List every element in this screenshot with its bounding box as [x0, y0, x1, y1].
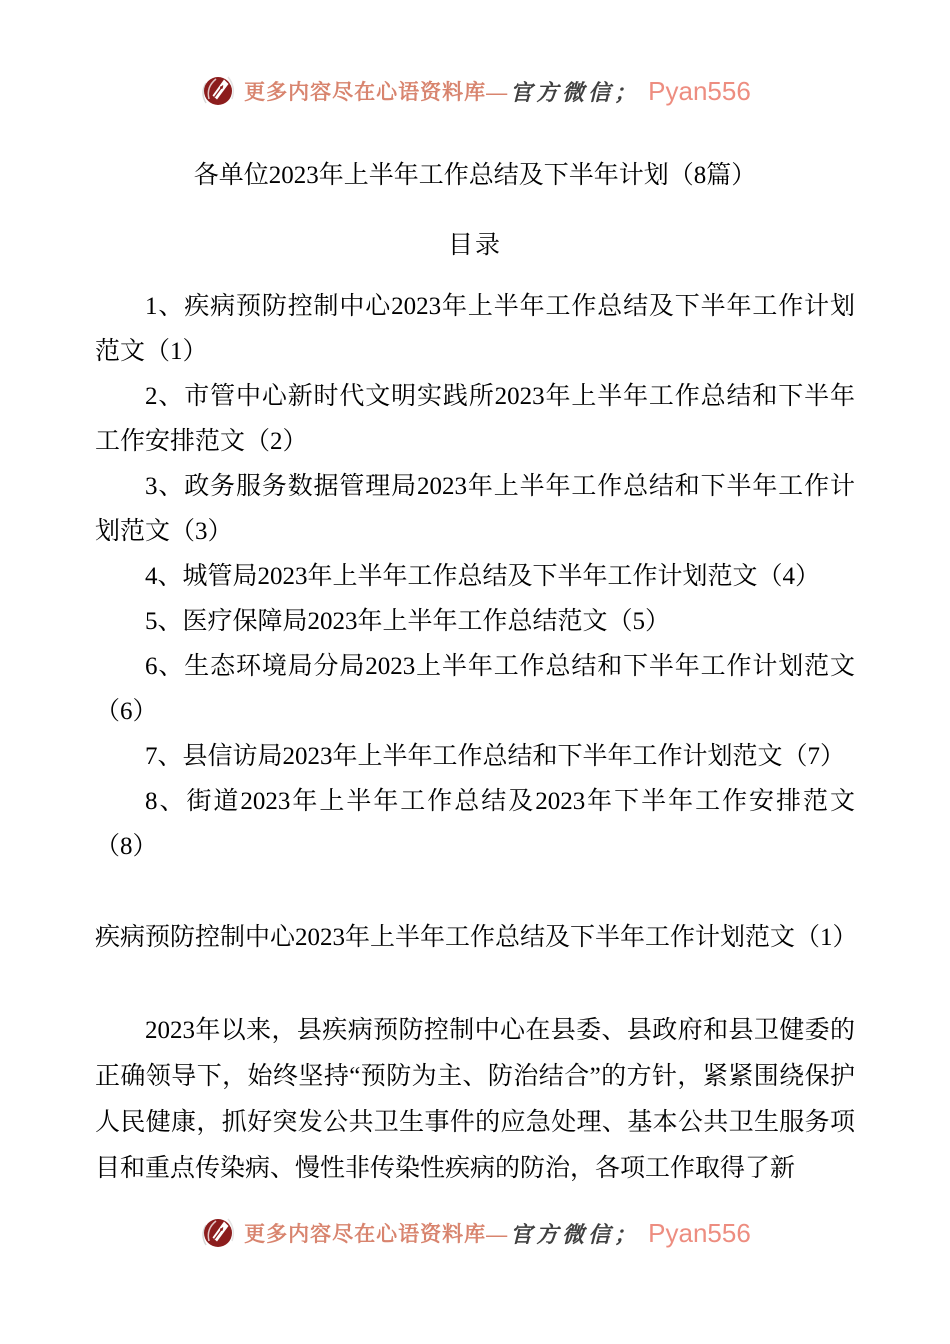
- watermark-text: 更多内容尽在心语资料库—: [244, 1222, 509, 1246]
- pen-nib-seal-icon: [199, 72, 237, 110]
- toc-item-7: 7、县信访局2023年上半年工作总结和下半年工作计划范文（7）: [145, 743, 846, 770]
- toc-item-2: 2、市管中心新时代文明实践所2023年上半年工作总结和下半年工作安排范文（2）: [95, 383, 855, 455]
- toc-item-1: 1、疾病预防控制中心2023年上半年工作总结及下半年工作计划范文（1）: [95, 293, 855, 365]
- watermark-wechat-id: Pyan556: [648, 1217, 751, 1248]
- toc-item-5: 5、医疗保障局2023年上半年工作总结范文（5）: [145, 608, 671, 635]
- watermark-wechat-id: Pyan556: [648, 75, 751, 106]
- toc-item-6: 6、生态环境局分局2023上半年工作总结和下半年工作计划范文（6）: [95, 653, 855, 725]
- toc-item-8: 8、街道2023年上半年工作总结及2023年下半年工作安排范文（8）: [95, 788, 855, 860]
- watermark-wechat-label: 官方微信；: [510, 79, 641, 105]
- footer-watermark: [0, 1214, 950, 1252]
- toc-item-3: 3、政务服务数据管理局2023年上半年工作总结和下半年工作计划范文（3）: [95, 473, 855, 545]
- toc-item-4: 4、城管局2023年上半年工作总结及下半年工作计划范文（4）: [145, 563, 821, 590]
- section-heading: 疾病预防控制中心2023年上半年工作总结及下半年工作计划范文（1）: [95, 924, 858, 951]
- toc-heading: 目录: [447, 232, 502, 259]
- pen-nib-seal-icon: [199, 1214, 237, 1252]
- body-paragraph: 2023年以来，县疾病预防控制中心在县委、县政府和县卫健委的正确领导下，始终坚持“预防为主、防治结合”的方针，紧紧围绕保护人民健康，抓好突发公共卫生事件的应急处理、基本公共卫生服务项目和重点传染病、慢性非传染性疾病的防治，各项工作取得了新: [95, 1017, 855, 1182]
- watermark-text: 更多内容尽在心语资料库—: [244, 80, 509, 104]
- header-watermark: [0, 72, 950, 110]
- table-of-contents: [95, 284, 855, 869]
- watermark-wechat-label: 官方微信；: [510, 1221, 641, 1247]
- document-title: 各单位2023年上半年工作总结及下半年计划（8篇）: [193, 162, 757, 189]
